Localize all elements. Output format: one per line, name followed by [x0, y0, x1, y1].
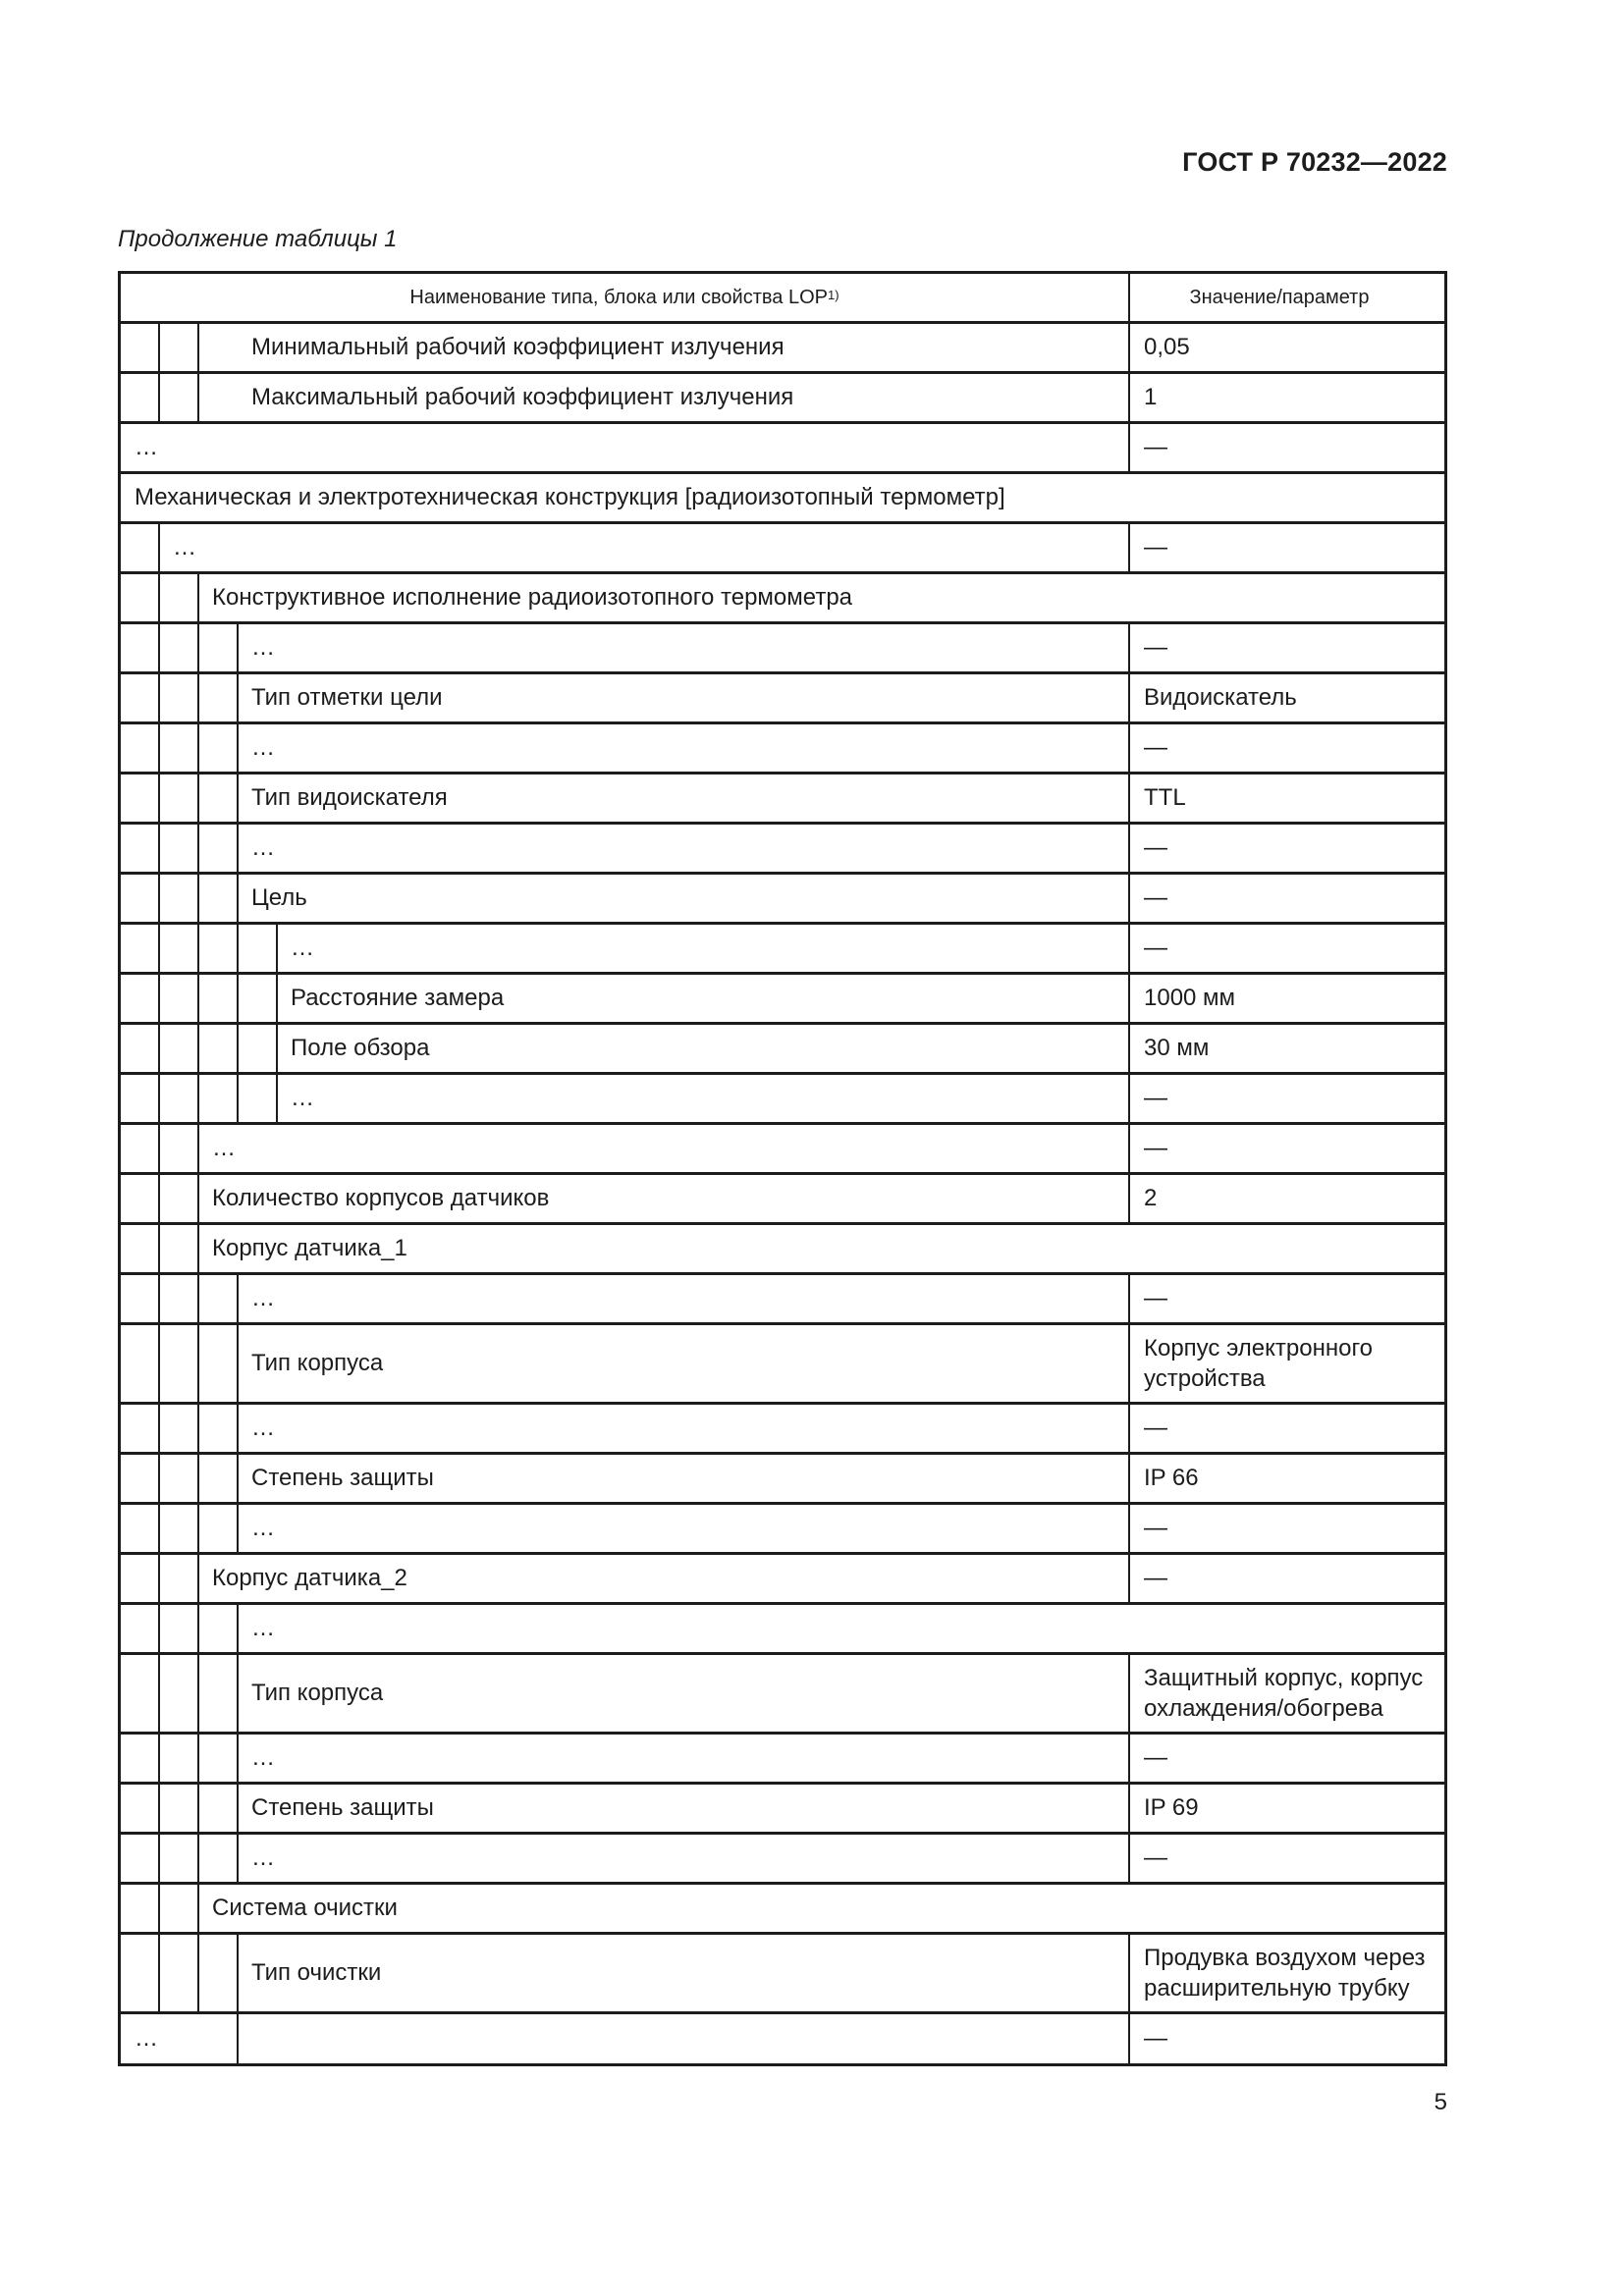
- row-value: —: [1144, 884, 1167, 911]
- table-row: [121, 1652, 1444, 1732]
- row-name: Расстояние замера: [291, 985, 505, 1011]
- row-name: …: [251, 734, 275, 761]
- table-row: [121, 1452, 1444, 1502]
- row-value: —: [1144, 1844, 1167, 1871]
- table-row: [121, 521, 1444, 571]
- row-name: Минимальный рабочий коэффициент излучения: [251, 334, 785, 360]
- table-row: [121, 822, 1444, 872]
- row-value: IP 69: [1144, 1794, 1199, 1821]
- row-value: Видоискатель: [1144, 684, 1297, 711]
- row-value: —: [1144, 1085, 1167, 1111]
- row-name: …: [251, 1415, 275, 1441]
- table-row: [121, 972, 1444, 1022]
- row-name: …: [173, 534, 196, 561]
- row-name: …: [291, 934, 314, 961]
- row-name: Корпус датчика_1: [212, 1235, 407, 1261]
- row-name: …: [251, 1615, 275, 1641]
- table-row: [121, 1552, 1444, 1602]
- row-name: Система очистки: [212, 1895, 398, 1921]
- table-row: [121, 2011, 1444, 2063]
- row-name: …: [251, 1744, 275, 1771]
- table-section-row: [121, 1222, 1444, 1272]
- table-caption: Продолжение таблицы 1: [118, 226, 398, 252]
- col-value-header: Значение/параметр: [1189, 286, 1370, 308]
- row-name: Конструктивное исполнение радиоизотопного термометра: [212, 584, 853, 611]
- table-row: [121, 671, 1444, 721]
- row-value: —: [1144, 1565, 1167, 1591]
- table-row: [121, 1322, 1444, 1402]
- row-name: …: [251, 1515, 275, 1541]
- row-name: …: [212, 1135, 236, 1161]
- row-name: Количество корпусов датчиков: [212, 1185, 550, 1211]
- table-section-row: [121, 1882, 1444, 1932]
- row-value: —: [1144, 634, 1167, 661]
- table-row: [121, 1832, 1444, 1882]
- row-value: —: [1144, 1515, 1167, 1541]
- document-code: ГОСТ Р 70232—2022: [1182, 147, 1447, 177]
- row-value: 30 мм: [1144, 1035, 1210, 1061]
- row-value: Корпус электронного устройства: [1144, 1335, 1374, 1392]
- table-row: [121, 1732, 1444, 1782]
- table-row: [121, 321, 1444, 371]
- row-value: 1: [1144, 384, 1158, 410]
- table-row: [121, 1782, 1444, 1832]
- row-name: Тип очистки: [251, 1959, 382, 1986]
- row-name: Механическая и электротехническая конструкция [радиоизотопный термометр]: [135, 484, 1005, 510]
- table-row: [121, 872, 1444, 922]
- row-name: …: [251, 1844, 275, 1871]
- row-value: —: [1144, 1415, 1167, 1441]
- table-section-row: [121, 571, 1444, 621]
- row-name: Цель: [251, 884, 307, 911]
- row-value: Защитный корпус, корпус охлаждения/обогрева: [1144, 1665, 1424, 1722]
- row-name: Корпус датчика_2: [212, 1565, 407, 1591]
- row-value: 1000 мм: [1144, 985, 1236, 1011]
- row-value: —: [1144, 2025, 1167, 2052]
- row-name: …: [251, 834, 275, 861]
- row-name: Тип отметки цели: [251, 684, 443, 711]
- row-value: —: [1144, 834, 1167, 861]
- row-name: Поле обзора: [291, 1035, 430, 1061]
- table-row: [121, 1402, 1444, 1452]
- row-name: Тип видоискателя: [251, 784, 448, 811]
- row-value: 2: [1144, 1185, 1158, 1211]
- table-row: [121, 1932, 1444, 2011]
- table-row: [121, 371, 1444, 421]
- row-name: …: [291, 1085, 314, 1111]
- row-name: …: [135, 434, 158, 460]
- table-row: [121, 1122, 1444, 1172]
- table-row: [121, 1072, 1444, 1122]
- table-row: [121, 421, 1444, 471]
- table-row: [121, 621, 1444, 671]
- table-row: [121, 1602, 1444, 1652]
- table-row: [121, 1172, 1444, 1222]
- row-value: —: [1144, 1285, 1167, 1311]
- row-name: …: [135, 2025, 158, 2052]
- row-value: —: [1144, 534, 1167, 561]
- row-value: —: [1144, 1744, 1167, 1771]
- row-value: IP 66: [1144, 1465, 1199, 1491]
- row-value: —: [1144, 734, 1167, 761]
- row-name: Степень защиты: [251, 1465, 434, 1491]
- row-value: 0,05: [1144, 334, 1190, 360]
- table-row: [121, 922, 1444, 972]
- row-name: Степень защиты: [251, 1794, 434, 1821]
- row-name: Тип корпуса: [251, 1680, 384, 1706]
- row-name: …: [251, 634, 275, 661]
- page-number: 5: [1434, 2089, 1447, 2115]
- table-row: [121, 772, 1444, 822]
- col-name-header: Наименование типа, блока или свойства LOP $^{1)}$: [409, 286, 839, 308]
- table-row: [121, 1502, 1444, 1552]
- row-value: —: [1144, 934, 1167, 961]
- table-section-row: [121, 471, 1444, 521]
- row-value: TTL: [1144, 784, 1186, 811]
- row-value: Продувка воздухом через расширительную трубку: [1144, 1945, 1426, 2002]
- row-name: Максимальный рабочий коэффициент излучения: [251, 384, 794, 410]
- table-row: [121, 1272, 1444, 1322]
- lop-table: [118, 271, 1447, 2066]
- row-name: …: [251, 1285, 275, 1311]
- footnote-marker: 1): [828, 287, 839, 302]
- table-row: [121, 721, 1444, 772]
- table-header-row: [121, 274, 1444, 321]
- row-name: Тип корпуса: [251, 1350, 384, 1376]
- table-row: [121, 1022, 1444, 1072]
- row-value: —: [1144, 434, 1167, 460]
- row-value: —: [1144, 1135, 1167, 1161]
